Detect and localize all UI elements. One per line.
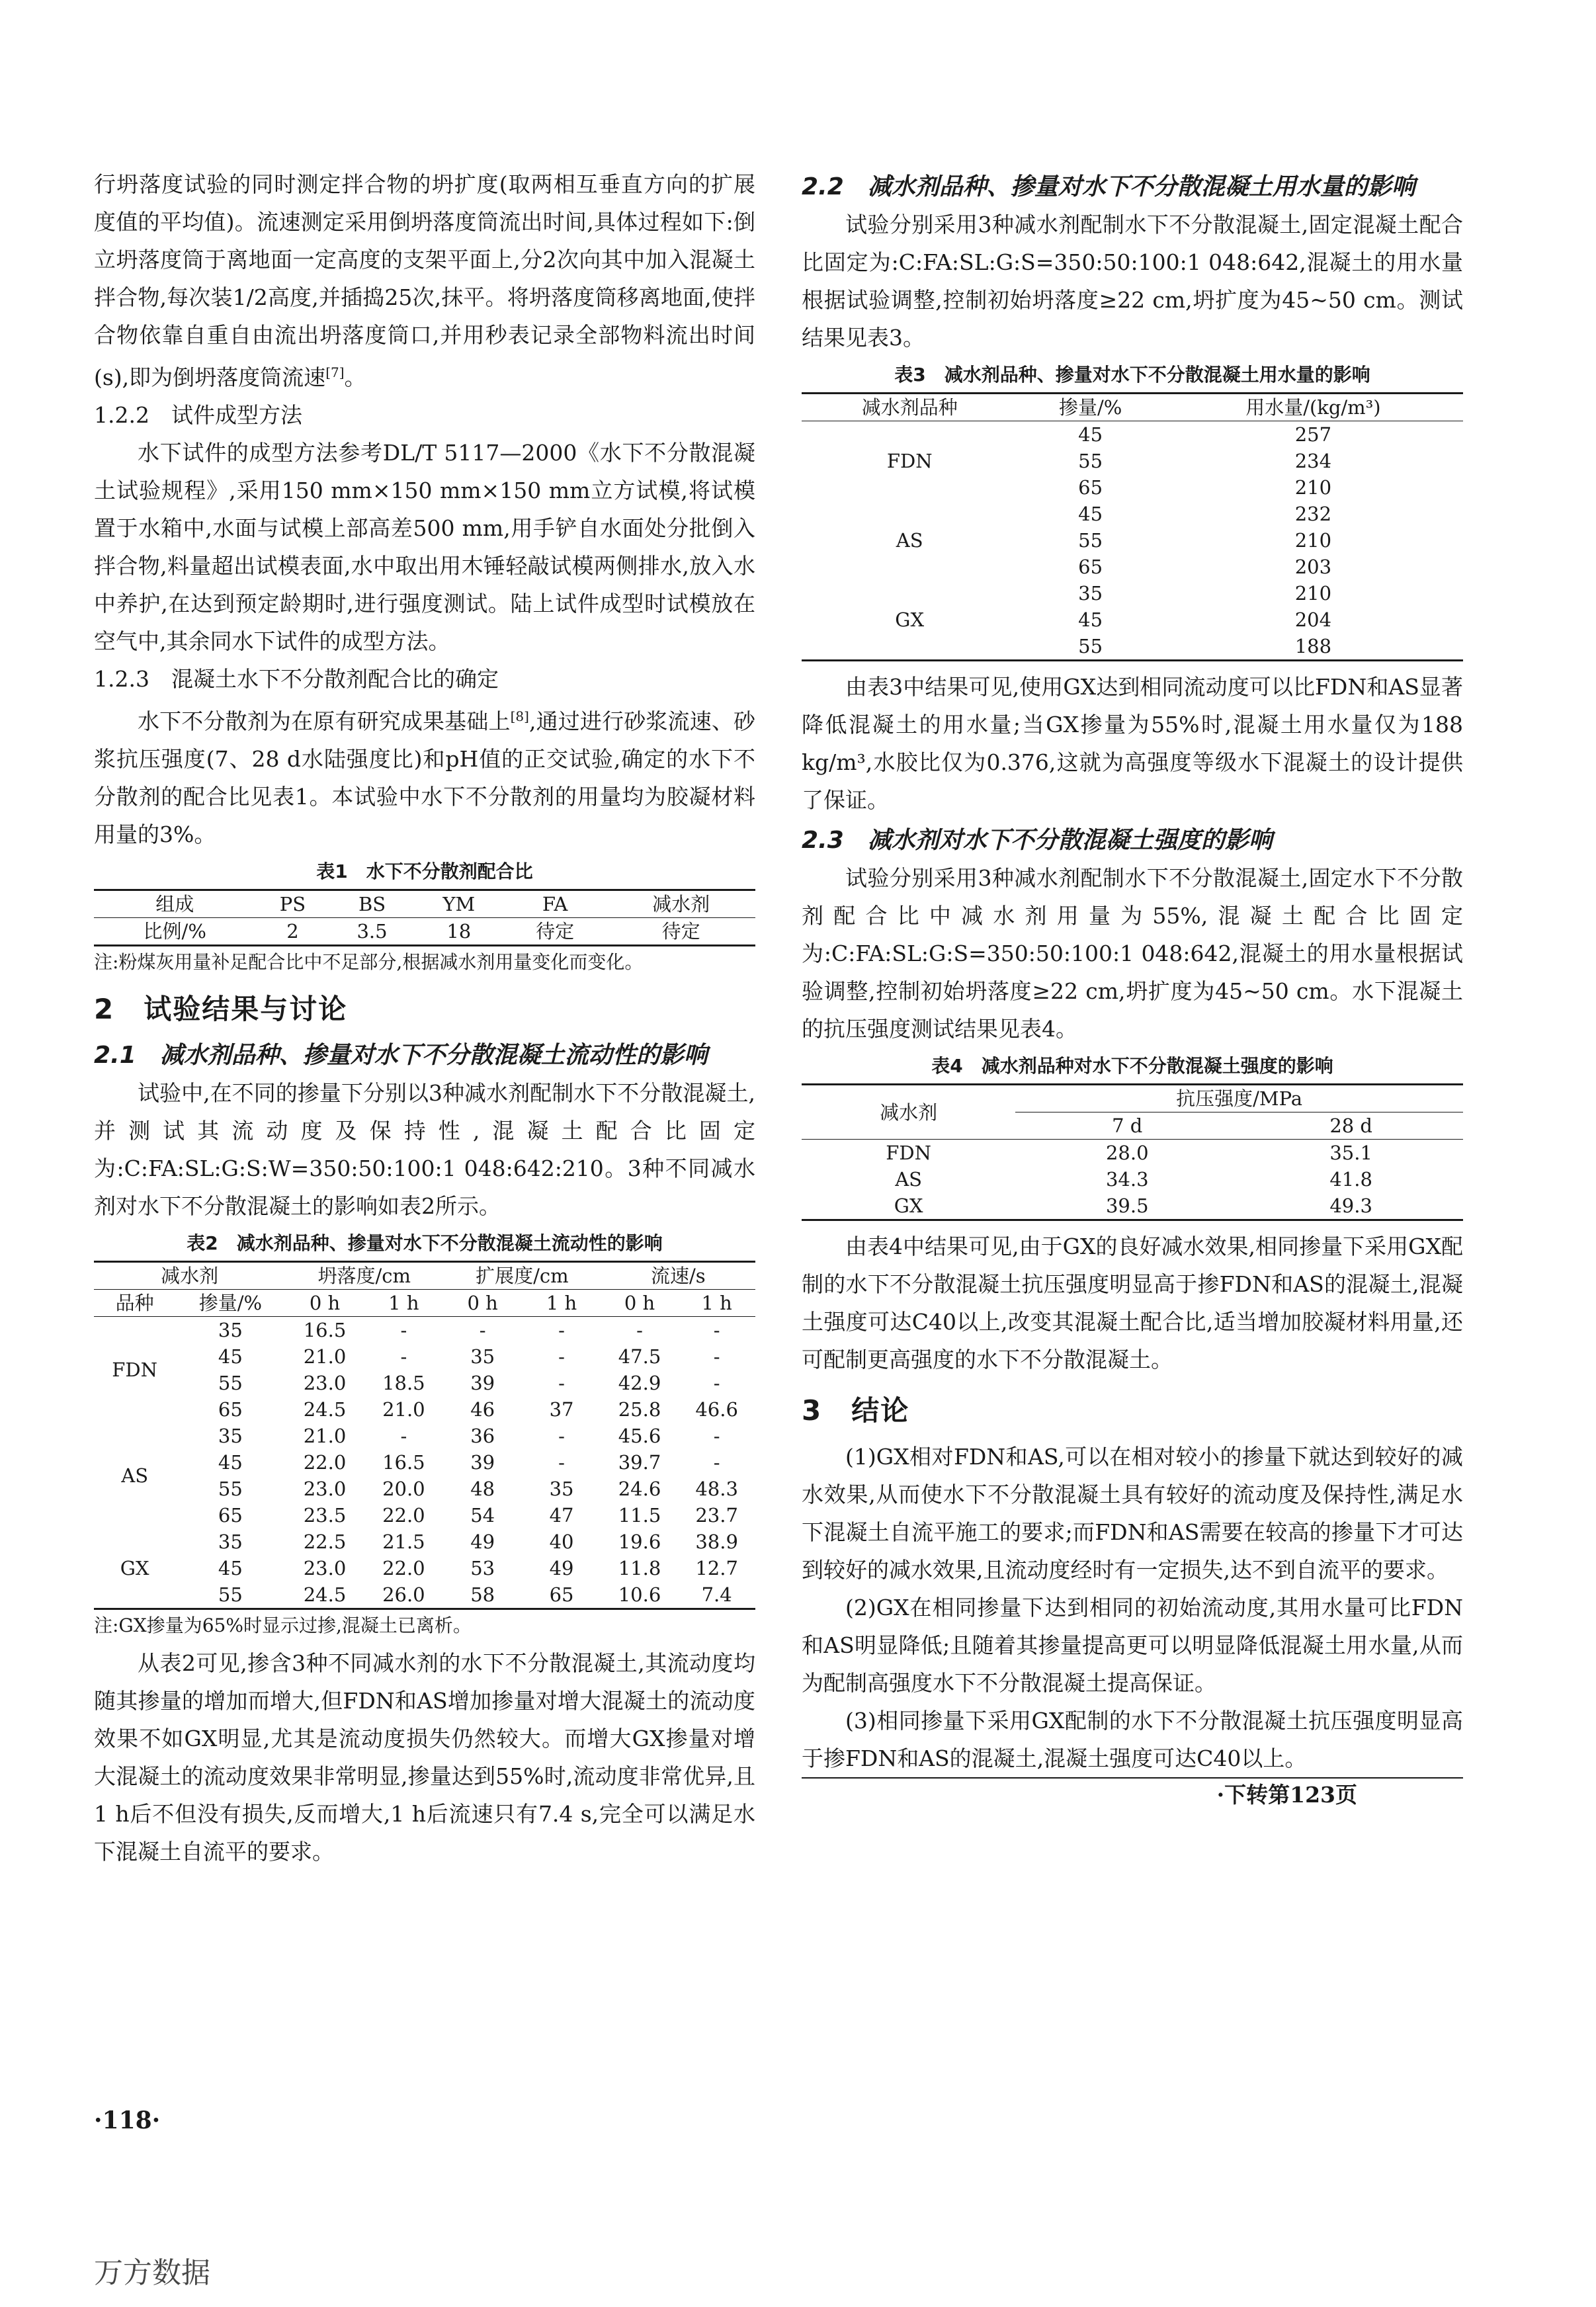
table-cell: 21.0 xyxy=(382,1398,425,1421)
table-cell: 35 xyxy=(470,1345,495,1368)
table-cell: 3.5 xyxy=(357,920,388,943)
table-cell: 54 xyxy=(470,1504,495,1527)
table-cell: 7.4 xyxy=(701,1583,732,1606)
table-cell: 24.6 xyxy=(618,1478,661,1500)
table-cell: GX xyxy=(894,1195,923,1217)
section-heading-2-1: 2.1 减水剂品种、掺量对水下不分散混凝土流动性的影响 xyxy=(94,1042,708,1069)
left-column xyxy=(94,165,755,1870)
table-cell: 23.5 xyxy=(303,1504,347,1527)
table-cell: 47 xyxy=(549,1504,574,1527)
table-cell: - xyxy=(558,1372,565,1394)
table-header: 掺量/% xyxy=(1058,396,1122,419)
table-cell: - xyxy=(400,1425,407,1447)
table-header: 1 h xyxy=(701,1292,732,1314)
table-cell: 257 xyxy=(1294,423,1332,446)
table-cell: 28.0 xyxy=(1105,1142,1149,1164)
table-header: 1 h xyxy=(388,1292,419,1314)
table-cell: 37 xyxy=(549,1398,574,1421)
table-cell: 20.0 xyxy=(382,1478,425,1500)
table-cell: 16.5 xyxy=(303,1319,347,1341)
table-cell: - xyxy=(400,1345,407,1368)
table-cell: 210 xyxy=(1294,476,1332,499)
paragraph: 试验分别采用3种减水剂配制水下不分散混凝土,固定水下不分散剂配合比中减水剂用量为55%,混凝土配合比固定为:C:FA:SL:G:S=350:50:100:1 048:642,混凝土的用水量根据试验调整,控制初始坍落度≥22 cm,坍扩度为45~50 cm。水下混凝土的抗压强度测试结果见表4。 xyxy=(802,865,1463,1042)
table-cell: 36 xyxy=(470,1425,495,1447)
table-header: 0 h xyxy=(309,1292,341,1314)
table-cell: 45 xyxy=(1078,503,1103,525)
table-cell: 45 xyxy=(1078,423,1103,446)
table-4-caption: 表4 减水剂品种对水下不分散混凝土强度的影响 xyxy=(931,1055,1333,1077)
table-cell: 232 xyxy=(1294,503,1332,525)
table-cell: 21.0 xyxy=(303,1425,347,1447)
table-cell: AS xyxy=(896,529,923,552)
table-cell: 49 xyxy=(549,1557,574,1579)
table-cell: 11.5 xyxy=(618,1504,661,1527)
table-cell: - xyxy=(713,1451,720,1474)
table-cell: 210 xyxy=(1294,529,1332,552)
table-cell: 65 xyxy=(218,1504,243,1527)
table-cell: 210 xyxy=(1294,582,1332,605)
table-cell: 55 xyxy=(218,1583,243,1606)
paragraph: 由表4中结果可见,由于GX的良好减水效果,相同掺量下采用GX配制的水下不分散混凝土抗压强度明显高于掺FDN和AS的混凝土,混凝土强度可达C40以上,改变其混凝土配合比,适当增加胶凝材料用量,还可配制更高强度的水下不分散混凝土。 xyxy=(802,1234,1463,1372)
table-cell: 比例/% xyxy=(143,920,206,943)
table-cell: 35 xyxy=(218,1425,243,1447)
table-cell: - xyxy=(713,1372,720,1394)
table-cell: 34.3 xyxy=(1105,1168,1149,1191)
table-cell: FDN xyxy=(886,1142,931,1164)
table-cell: - xyxy=(558,1451,565,1474)
table-4 xyxy=(802,1083,1463,1221)
table-header: 减水剂 xyxy=(94,1262,285,1290)
table-cell: 46.6 xyxy=(695,1398,738,1421)
table-cell: 22.0 xyxy=(303,1451,347,1474)
table-cell: 21.0 xyxy=(303,1345,347,1368)
table-cell: - xyxy=(713,1425,720,1447)
table-header: 0 h xyxy=(467,1292,498,1314)
paragraph: 由表3中结果可见,使用GX达到相同流动度可以比FDN和AS显著降低混凝土的用水量;当GX掺量为55%时,混凝土用水量仅为188 kg/m³,水胶比仅为0.376,这就为高强度等级水下混凝土的设计提供了保证。 xyxy=(802,674,1463,813)
conclusion-2: (2)GX在相同掺量下达到相同的初始流动度,其用水量可比FDN和AS明显降低;且随着其掺量提高更可以明显降低混凝土用水量,从而为配制高强度水下不分散混凝土提高保证。 xyxy=(802,1595,1463,1696)
table-header: 用水量/(kg/m³) xyxy=(1245,396,1381,419)
table-cell: 24.5 xyxy=(303,1398,347,1421)
table-cell: 11.8 xyxy=(618,1557,661,1579)
citation: [7] xyxy=(325,364,345,380)
table-cell: - xyxy=(713,1345,720,1368)
table-cell: 41.8 xyxy=(1329,1168,1372,1191)
table-cell: GX xyxy=(895,608,925,631)
table-3 xyxy=(802,392,1463,661)
table-cell: 16.5 xyxy=(382,1451,425,1474)
table-header: 品种 xyxy=(115,1292,154,1314)
table-cell: 40 xyxy=(549,1531,574,1553)
table-cell: FDN xyxy=(886,450,933,472)
table-cell: 12.7 xyxy=(695,1557,738,1579)
table-cell: - xyxy=(713,1319,720,1341)
paragraph: 水下不分散剂为在原有研究成果基础上[8],通过进行砂浆流速、砂浆抗压强度(7、28 d水陆强度比)和pH值的正交试验,确定的水下不分散剂的配合比见表1。本试验中水下不分散剂的用量均为胶凝材料用量的3%。 xyxy=(94,708,755,847)
table-cell: - xyxy=(479,1319,486,1341)
table-cell: 35.1 xyxy=(1329,1142,1372,1164)
table-header: 流速/s xyxy=(601,1262,755,1290)
table-cell: - xyxy=(558,1319,565,1341)
table-cell: FDN xyxy=(112,1359,158,1381)
table-cell: 23.0 xyxy=(303,1478,347,1500)
table-header: 掺量/% xyxy=(198,1292,263,1314)
table-cell: - xyxy=(558,1425,565,1447)
table-cell: 19.6 xyxy=(618,1531,661,1553)
table-2-note: 注:GX掺量为65%时显示过掺,混凝土已离析。 xyxy=(94,1615,472,1636)
table-cell: 35 xyxy=(549,1478,574,1500)
table-cell: 23.7 xyxy=(695,1504,738,1527)
table-cell: 65 xyxy=(549,1583,574,1606)
table-cell: 55 xyxy=(1078,529,1103,552)
table-1-caption: 表1 水下不分散剂配合比 xyxy=(316,860,533,882)
citation: [8] xyxy=(510,708,529,724)
table-cell: - xyxy=(558,1345,565,1368)
table-cell: 待定 xyxy=(536,920,575,943)
table-cell: 49 xyxy=(470,1531,495,1553)
table-cell: AS xyxy=(121,1464,149,1487)
table-cell: 35 xyxy=(218,1319,243,1341)
table-cell: 65 xyxy=(1078,476,1103,499)
table-cell: 65 xyxy=(1078,556,1103,578)
table-cell: 35 xyxy=(1078,582,1103,605)
table-cell: 48.3 xyxy=(695,1478,738,1500)
table-cell: 22.5 xyxy=(303,1531,347,1553)
paragraph: 试验分别采用3种减水剂配制水下不分散混凝土,固定混凝土配合比固定为:C:FA:SL:G:S=350:50:100:1 048:642,混凝土的用水量根据试验调整,控制初始坍落度≥22 cm,坍扩度为45~50 cm。测试结果见表3。 xyxy=(802,212,1463,351)
table-cell: 55 xyxy=(1078,635,1103,657)
table-header: 组成 xyxy=(155,893,194,915)
table-cell: GX xyxy=(120,1557,149,1579)
table-cell: 55 xyxy=(1078,450,1103,472)
table-cell: 23.0 xyxy=(303,1372,347,1394)
table-header: 扩展度/cm xyxy=(443,1262,601,1290)
table-2 xyxy=(94,1261,755,1610)
table-header: 抗压强度/MPa xyxy=(1015,1085,1463,1112)
table-header: 减水剂品种 xyxy=(861,396,958,419)
table-cell: 39 xyxy=(470,1372,495,1394)
table-cell: 203 xyxy=(1294,556,1332,578)
table-header: 28 d xyxy=(1329,1114,1372,1137)
table-cell: 46 xyxy=(470,1398,495,1421)
table-cell: 53 xyxy=(470,1557,495,1579)
table-1-note: 注:粉煤灰用量补足配合比中不足部分,根据减水剂用量变化而变化。 xyxy=(94,951,644,973)
table-cell: 49.3 xyxy=(1329,1195,1372,1217)
table-cell: 26.0 xyxy=(382,1583,425,1606)
table-cell: 47.5 xyxy=(618,1345,661,1368)
table-header: 1 h xyxy=(546,1292,577,1314)
table-2-caption: 表2 减水剂品种、掺量对水下不分散混凝土流动性的影响 xyxy=(187,1232,663,1254)
table-cell: 58 xyxy=(470,1583,495,1606)
table-header: FA xyxy=(542,893,568,915)
table-header: 0 h xyxy=(624,1292,655,1314)
table-cell: 39.5 xyxy=(1105,1195,1149,1217)
table-cell: 24.5 xyxy=(303,1583,347,1606)
section-heading-2-2: 2.2 减水剂品种、掺量对水下不分散混凝土用水量的影响 xyxy=(802,173,1415,200)
paragraph: 水下试件的成型方法参考DL/T 5117—2000《水下不分散混凝土试验规程》,采用150 mm×150 mm×150 mm立方试模,将试模置于水箱中,水面与试模上部高差500 mm,用手铲自水面处分批倒入拌合物,料量超出试模表面,水中取出用木锤轻敲试模两侧排水,放入水中养护,在达到预定龄期时,进行强度测试。陆上试件成型时试模放在空气中,其余同水下试件的成型方法。 xyxy=(94,440,755,654)
table-cell: 48 xyxy=(470,1478,495,1500)
table-cell: 204 xyxy=(1294,608,1332,631)
table-cell: 21.5 xyxy=(382,1531,425,1553)
table-cell: 18 xyxy=(446,920,472,943)
table-cell: 10.6 xyxy=(618,1583,661,1606)
table-cell: 65 xyxy=(218,1398,243,1421)
footer-watermark: 万方数据 xyxy=(94,2256,210,2290)
paragraph: 行坍落度试验的同时测定拌合物的坍扩度(取两相互垂直方向的扩展度值的平均值)。流速测定采用倒坍落度筒流出时间,具体过程如下:倒立坍落度筒于离地面一定高度的支架平面上,分2次向其中加入混凝土拌合物,每次装1/2高度,并插捣25次,抹平。将坍落度筒移离地面,使拌合物依靠自重自由流出坍落度筒口,并用秒表记录全部物料流出时间(s),即为倒坍落度筒流速[7]。 xyxy=(94,171,755,390)
table-cell: 45 xyxy=(218,1451,243,1474)
section-heading-1-2-3: 1.2.3 混凝土水下不分散剂配合比的确定 xyxy=(94,666,499,692)
table-cell: 2 xyxy=(286,920,299,943)
table-cell: 22.0 xyxy=(382,1557,425,1579)
table-header: 减水剂 xyxy=(802,1085,1015,1140)
table-cell: - xyxy=(400,1319,407,1341)
table-cell: 22.0 xyxy=(382,1504,425,1527)
table-cell: 45 xyxy=(1078,608,1103,631)
paragraph: 从表2可见,掺含3种不同减水剂的水下不分散混凝土,其流动度均随其掺量的增加而增大,但FDN和AS增加掺量对增大混凝土的流动度效果不如GX明显,尤其是流动度损失仍然较大。而增大GX掺量对增大混凝土的流动度效果非常明显,掺量达到55%时,流动度非常优异,且1 h后不但没有损失,反而增大,1 h后流速只有7.4 s,完全可以满足水下混凝土自流平的要求。 xyxy=(94,1650,755,1865)
table-header: 减水剂 xyxy=(652,893,710,915)
table-1 xyxy=(94,889,755,946)
table-cell: 234 xyxy=(1294,450,1332,472)
table-cell: AS xyxy=(895,1168,922,1191)
table-cell: 38.9 xyxy=(695,1531,738,1553)
page-number: ·118· xyxy=(94,2107,161,2134)
table-header: BS xyxy=(358,893,386,915)
section-heading-1-2-2: 1.2.2 试件成型方法 xyxy=(94,402,302,428)
conclusion-3: (3)相同掺量下采用GX配制的水下不分散混凝土抗压强度明显高于掺FDN和AS的混凝土,混凝土强度可达C40以上。 xyxy=(802,1702,1463,1779)
table-cell: 23.0 xyxy=(303,1557,347,1579)
table-header: 坍落度/cm xyxy=(285,1262,443,1290)
table-cell: 45.6 xyxy=(618,1425,661,1447)
table-cell: 39.7 xyxy=(618,1451,661,1474)
section-heading-3: 3 结论 xyxy=(802,1394,910,1427)
table-cell: 39 xyxy=(470,1451,495,1474)
table-cell: 35 xyxy=(218,1531,243,1553)
table-cell: 55 xyxy=(218,1478,243,1500)
table-cell: 188 xyxy=(1294,635,1332,657)
table-header: PS xyxy=(279,893,306,915)
table-cell: 18.5 xyxy=(382,1372,425,1394)
table-cell: 45 xyxy=(218,1345,243,1368)
section-heading-2: 2 试验结果与讨论 xyxy=(94,993,348,1025)
table-cell: 42.9 xyxy=(618,1372,661,1394)
table-cell: 待定 xyxy=(661,920,700,943)
table-cell: 55 xyxy=(218,1372,243,1394)
table-cell: 45 xyxy=(218,1557,243,1579)
continued-note: ·下转第123页 xyxy=(1216,1782,1357,1808)
table-cell: 25.8 xyxy=(618,1398,661,1421)
table-header: YM xyxy=(442,893,476,915)
section-heading-2-3: 2.3 减水剂对水下不分散混凝土强度的影响 xyxy=(802,827,1273,854)
table-3-caption: 表3 减水剂品种、掺量对水下不分散混凝土用水量的影响 xyxy=(894,364,1370,386)
conclusion-1: (1)GX相对FDN和AS,可以在相对较小的掺量下就达到较好的减水效果,从而使水下不分散混凝土具有较好的流动度及保持性,满足水下混凝土自流平施工的要求;而FDN和AS需要在较高的掺量下才可达到较好的减水效果,且流动度经时有一定损失,达不到自流平的要求。 xyxy=(802,1444,1463,1583)
table-cell: - xyxy=(636,1319,643,1341)
right-column xyxy=(802,165,1463,1812)
paragraph: 试验中,在不同的掺量下分别以3种减水剂配制水下不分散混凝土,并测试其流动度及保持性,混凝土配合比固定为:C:FA:SL:G:S:W=350:50:100:1 048:642:210。3种不同减水剂对水下不分散混凝土的影响如表2所示。 xyxy=(94,1080,755,1219)
table-header: 7 d xyxy=(1112,1114,1143,1137)
